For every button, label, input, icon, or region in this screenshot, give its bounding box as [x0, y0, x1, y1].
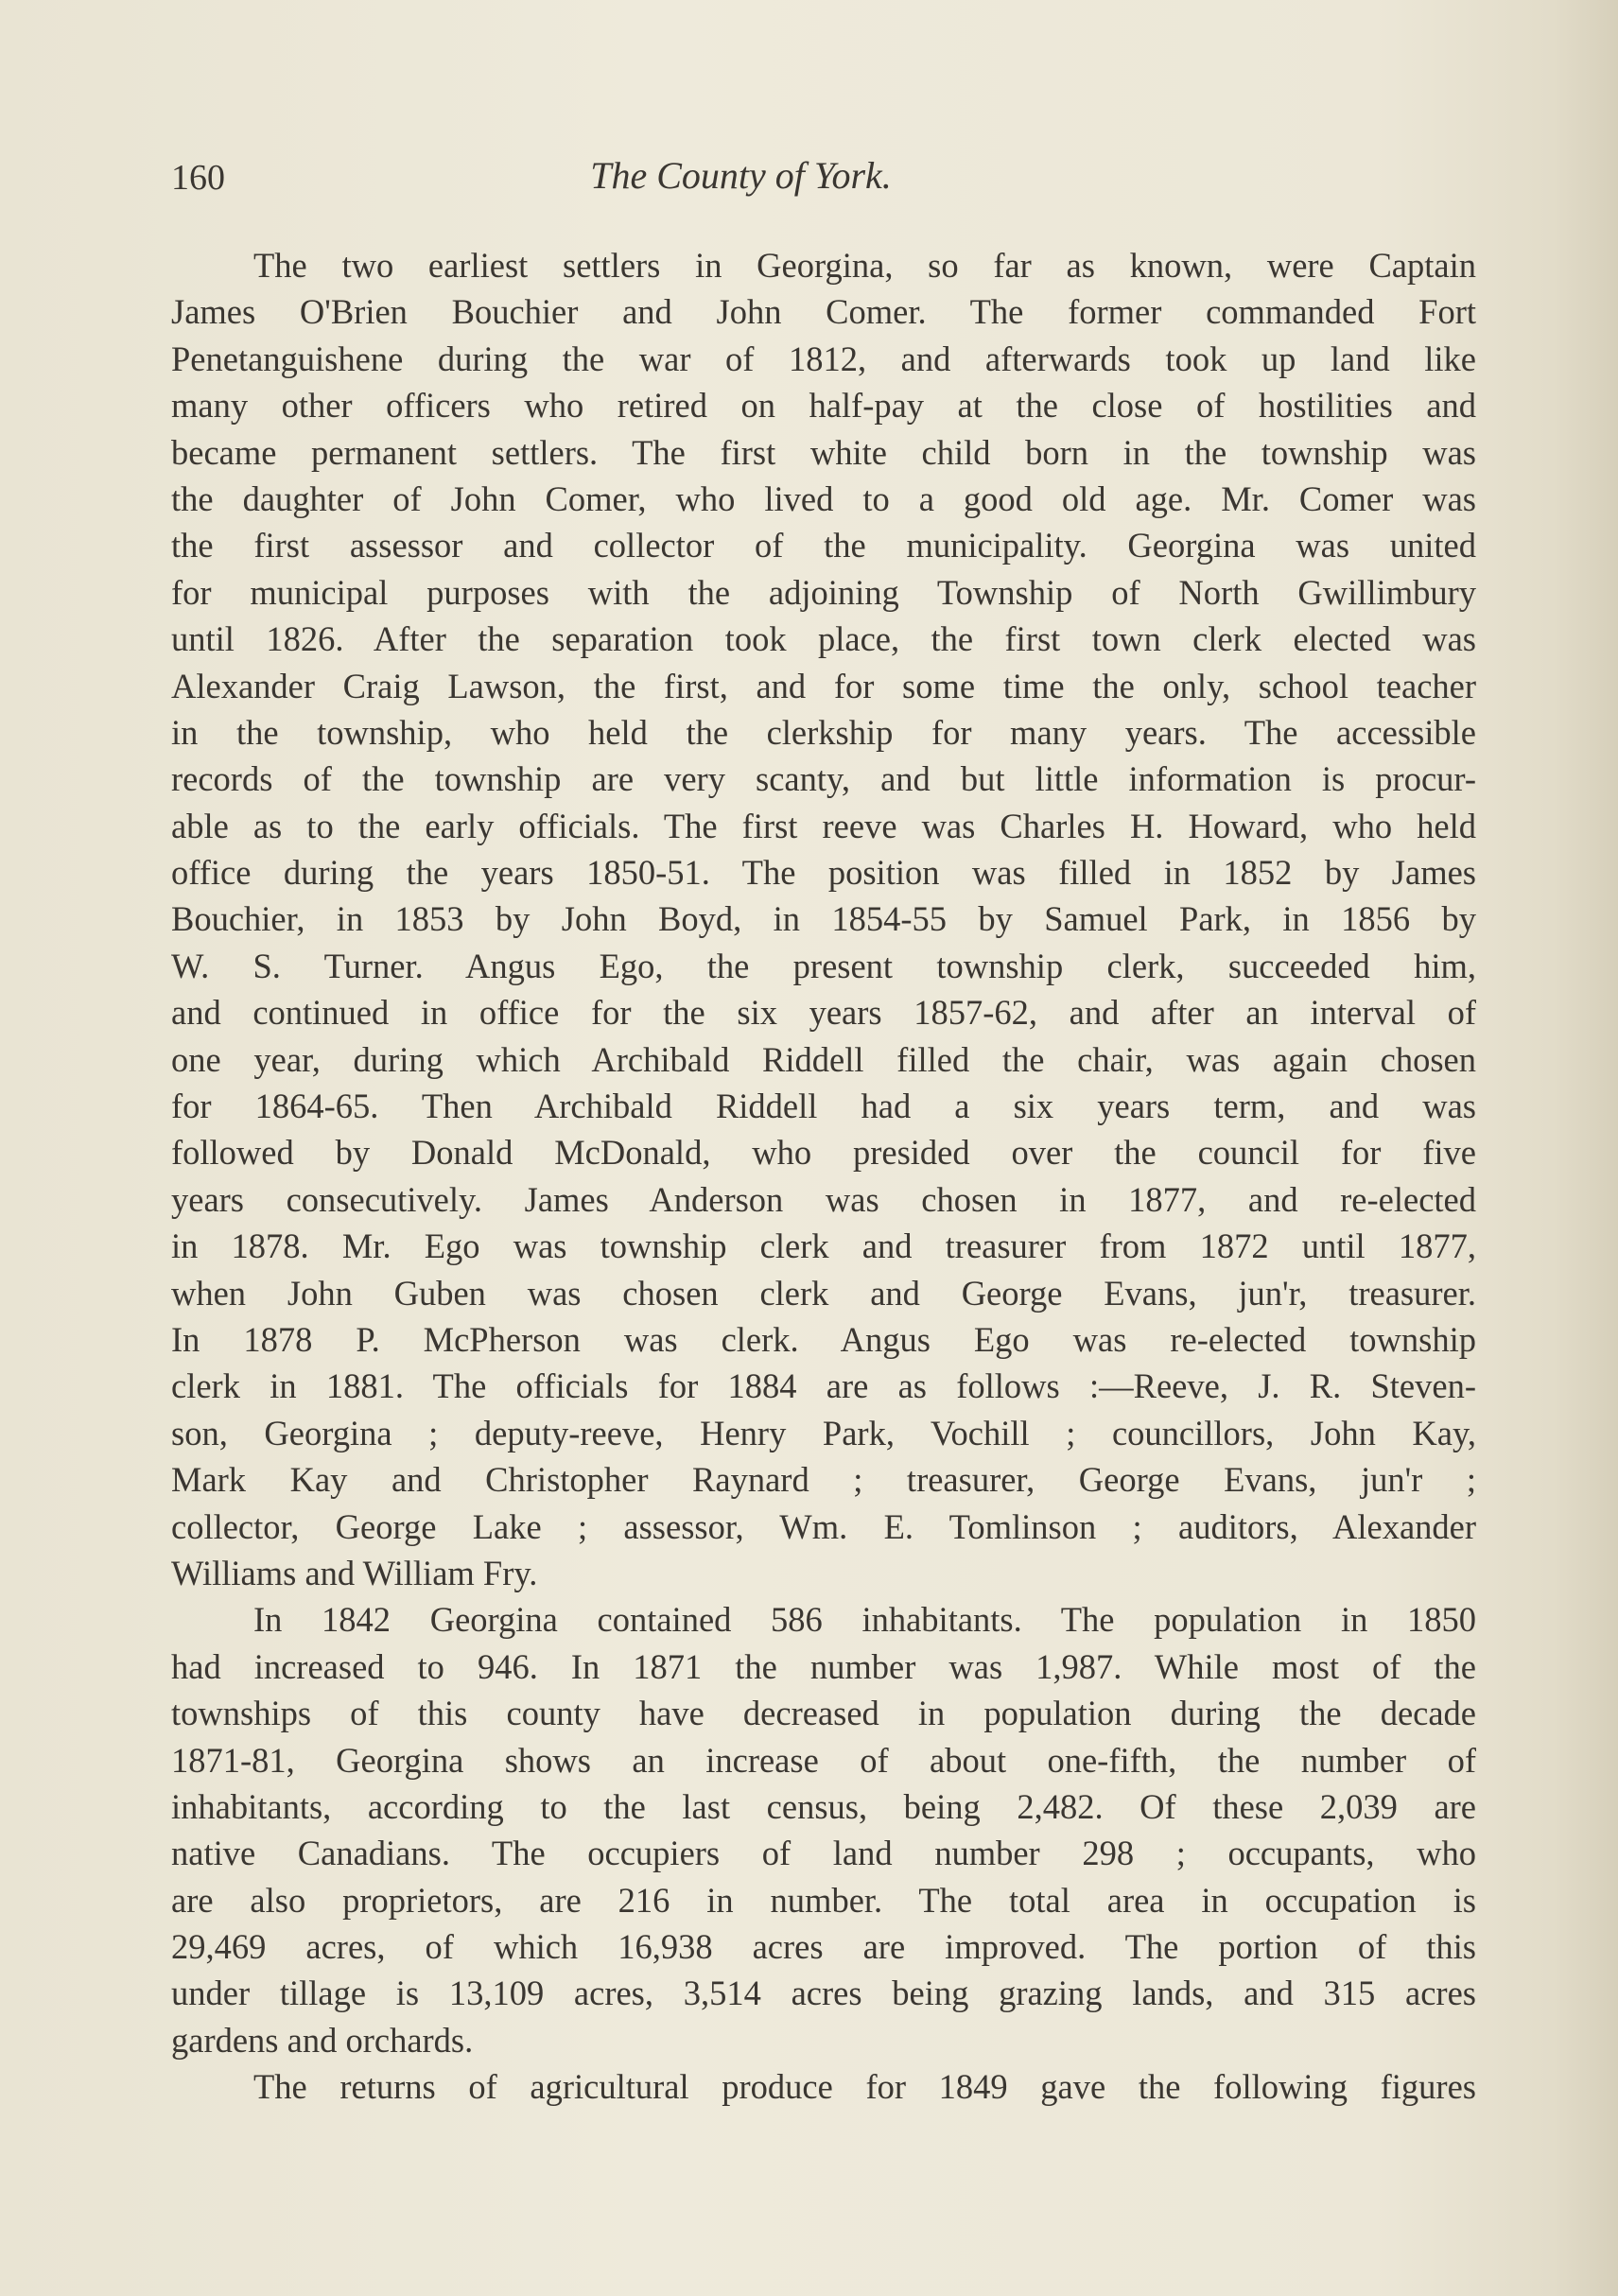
- text-line: the daughter of John Comer, who lived to a good old age. Mr. Comer was: [171, 478, 1476, 518]
- text-line: Penetanguishene during the war of 1812, and afterwards took up land like: [171, 339, 1476, 378]
- text-line: for 1864-65. Then Archibald Riddell had a six years term, and was: [171, 1087, 1476, 1126]
- text-line: able as to the early officials. The first reeve was Charles H. Howard, who held: [171, 806, 1476, 845]
- text-line: Bouchier, in 1853 by John Boyd, in 1854-55 by Samuel Park, in 1856 by: [171, 899, 1476, 939]
- text-line: In 1842 Georgina contained 586 inhabitants. The population in 1850: [253, 1600, 1476, 1640]
- text-line: Mark Kay and Christopher Raynard ; treasurer, George Evans, jun'r ;: [171, 1460, 1476, 1500]
- body-text: [171, 242, 1476, 2111]
- text-line: office during the years 1850-51. The position was filled in 1852 by James: [171, 853, 1476, 893]
- text-line: W. S. Turner. Angus Ego, the present township clerk, succeeded him,: [171, 946, 1476, 985]
- text-line: son, Georgina ; deputy-reeve, Henry Park, Vochill ; councillors, John Kay,: [171, 1413, 1476, 1452]
- text-line: Williams and William Fry.: [171, 1553, 538, 1592]
- text-line: In 1878 P. McPherson was clerk. Angus Ego was re-elected township: [171, 1319, 1476, 1359]
- text-line: in 1878. Mr. Ego was township clerk and treasurer from 1872 until 1877,: [171, 1226, 1476, 1266]
- text-line: 29,469 acres, of which 16,938 acres are improved. The portion of this: [171, 1927, 1476, 1967]
- text-line: native Canadians. The occupiers of land number 298 ; occupants, who: [171, 1834, 1476, 1873]
- text-line: under tillage is 13,109 acres, 3,514 acres being grazing lands, and 315 acres: [171, 1974, 1476, 2013]
- running-title: The County of York.: [590, 154, 892, 197]
- text-line: the first assessor and collector of the municipality. Georgina was united: [171, 526, 1476, 565]
- text-line: and continued in office for the six years 1857-62, and after an interval of: [171, 993, 1476, 1033]
- page-number: 160: [171, 158, 225, 198]
- text-line: gardens and orchards.: [171, 2020, 474, 2060]
- text-line: for municipal purposes with the adjoining Township of North Gwillimbury: [171, 572, 1476, 612]
- text-line: until 1826. After the separation took place, the first town clerk elected was: [171, 619, 1476, 659]
- text-line: The returns of agricultural produce for 1849 gave the following figures: [253, 2067, 1476, 2107]
- running-title-wrap: [0, 153, 1616, 198]
- text-line: became permanent settlers. The first white child born in the township was: [171, 432, 1476, 472]
- text-line: many other officers who retired on half-pay at the close of hostilities and: [171, 386, 1476, 426]
- text-line: followed by Donald McDonald, who presided over the council for five: [171, 1133, 1476, 1173]
- text-line: records of the township are very scanty, and but little information is procur-: [171, 759, 1476, 799]
- text-line: clerk in 1881. The officials for 1884 are as follows :—Reeve, J. R. Steven-: [171, 1366, 1476, 1406]
- text-line: are also proprietors, are 216 in number. The total area in occupation is: [171, 1880, 1476, 1920]
- text-line: townships of this county have decreased in population during the decade: [171, 1694, 1476, 1733]
- text-line: Alexander Craig Lawson, the first, and for some time the only, school teacher: [171, 666, 1476, 705]
- text-line: 1871-81, Georgina shows an increase of about one-fifth, the number of: [171, 1740, 1476, 1780]
- text-line: when John Guben was chosen clerk and George Evans, jun'r, treasurer.: [171, 1273, 1476, 1313]
- text-line: one year, during which Archibald Riddell filled the chair, was again chosen: [171, 1039, 1476, 1079]
- text-line: in the township, who held the clerkship for many years. The accessible: [171, 712, 1476, 752]
- text-line: The two earliest settlers in Georgina, so far as known, were Captain: [253, 246, 1476, 285]
- text-line: had increased to 946. In 1871 the number was 1,987. While most of the: [171, 1646, 1476, 1686]
- text-line: years consecutively. James Anderson was chosen in 1877, and re-elected: [171, 1179, 1476, 1219]
- text-line: collector, George Lake ; assessor, Wm. E. Tomlinson ; auditors, Alexander: [171, 1506, 1476, 1546]
- text-line: James O'Brien Bouchier and John Comer. The former commanded Fort: [171, 292, 1476, 332]
- text-line: inhabitants, according to the last census, being 2,482. Of these 2,039 are: [171, 1786, 1476, 1826]
